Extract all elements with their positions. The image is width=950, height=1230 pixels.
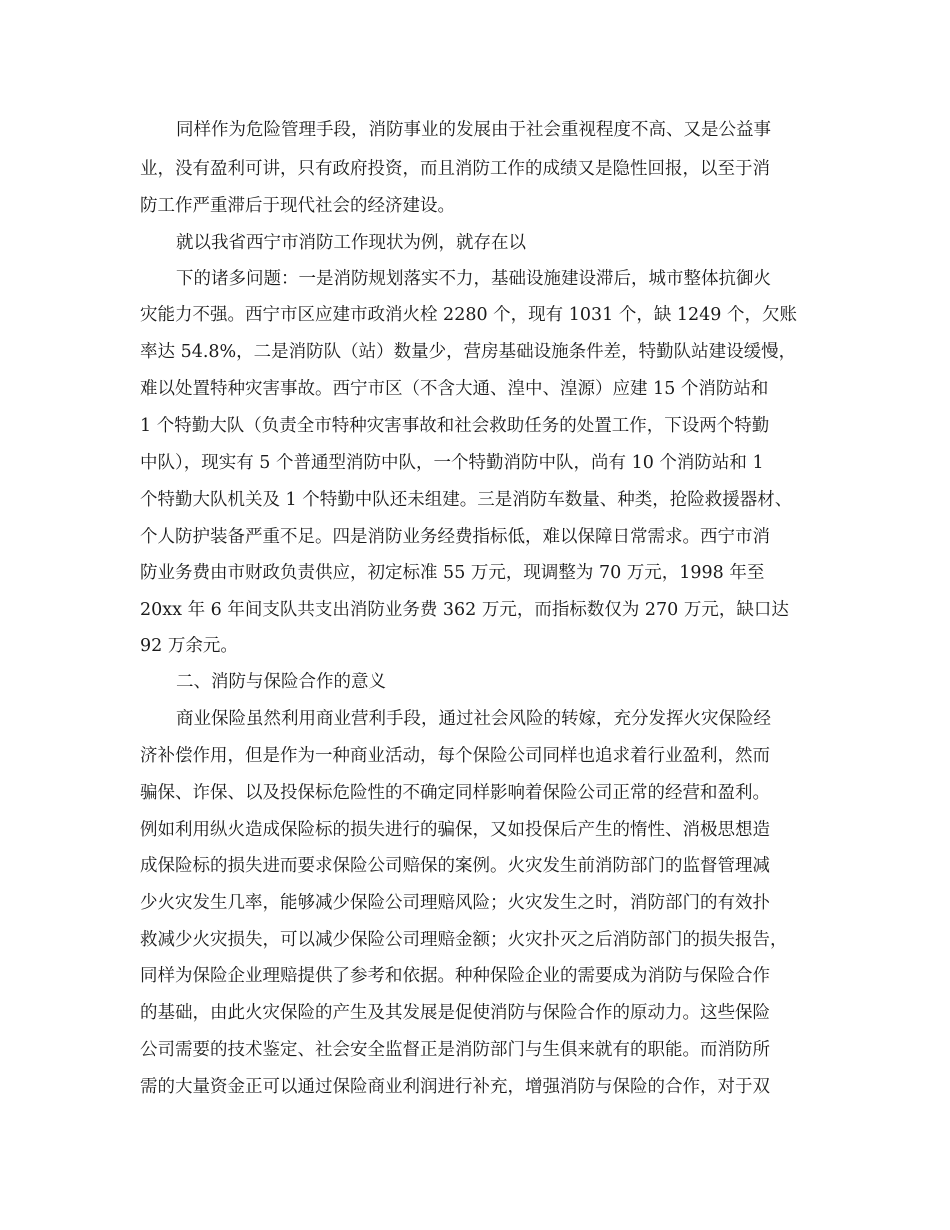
- text-line: 就以我省西宁市消防工作现状为例，就存在以: [176, 233, 526, 253]
- text-line: 个特勤大队机关及 1 个特勤中队还未组建。三是消防车数量、种类，抢险救援器材、: [140, 490, 793, 510]
- text-line: 公司需要的技术鉴定、社会安全监督正是消防部门与生俱来就有的职能。而消防所: [140, 1040, 770, 1060]
- text-line: 同样作为危险管理手段，消防事业的发展由于社会重视程度不高、又是公益事: [176, 120, 771, 140]
- text-line: 灾能力不强。西宁市区应建市政消火栓 2280 个，现有 1031 个，缺 1249 个，欠账: [140, 305, 797, 325]
- text-line: 例如利用纵火造成保险标的损失进行的骗保，又如投保后产生的惰性、消极思想造: [140, 820, 770, 840]
- text-line: 率达 54.8%，二是消防队（站）数量少，营房基础设施条件差，特勤队站建设缓慢，: [140, 342, 797, 362]
- text-line: 需的大量资金正可以通过保险商业利润进行补充，增强消防与保险的合作，对于双: [140, 1077, 770, 1097]
- text-line: 20xx 年 6 年间支队共支出消防业务费 362 万元，而指标数仅为 270 万元，缺口达: [140, 600, 789, 620]
- text-line: 中队），现实有 5 个普通型消防中队，一个特勤消防中队，尚有 10 个消防站和 1: [140, 453, 764, 473]
- text-line: 防业务费由市财政负责供应，初定标准 55 万元，现调整为 70 万元，1998 年至: [140, 563, 765, 583]
- text-line: 难以处置特种灾害事故。西宁市区（不含大通、湟中、湟源）应建 15 个消防站和: [140, 379, 769, 399]
- text-line: 92 万余元。: [140, 636, 238, 656]
- text-line: 1 个特勤大队（负责全市特种灾害事故和社会救助任务的处置工作，下设两个特勤: [140, 416, 770, 436]
- text-line: 的基础，由此火灾保险的产生及其发展是促使消防与保险合作的原动力。这些保险: [140, 1003, 770, 1023]
- text-line: 下的诸多问题：一是消防规划落实不力，基础设施建设滞后，城市整体抗御火: [176, 269, 771, 289]
- text-line: 个人防护装备严重不足。四是消防业务经费指标低，难以保障日常需求。西宁市消: [140, 527, 770, 547]
- text-line: 同样为保险企业理赔提供了参考和依据。种种保险企业的需要成为消防与保险合作: [140, 966, 770, 986]
- text-line: 骗保、诈保、以及投保标危险性的不确定同样影响着保险公司正常的经营和盈利。: [140, 783, 770, 803]
- text-line: 业，没有盈利可讲，只有政府投资，而且消防工作的成绩又是隐性回报，以至于消: [140, 159, 770, 179]
- text-line: 救减少火灾损失，可以减少保险公司理赔金额；火灾扑灭之后消防部门的损失报告，: [140, 930, 788, 950]
- text-line: 商业保险虽然利用商业营利手段，通过社会风险的转嫁，充分发挥火灾保险经: [176, 709, 771, 729]
- text-line: 济补偿作用，但是作为一种商业活动，每个保险公司同样也追求着行业盈利，然而: [140, 746, 770, 766]
- text-line: 成保险标的损失进而要求保险公司赔保的案例。火灾发生前消防部门的监督管理减: [140, 856, 770, 876]
- section-heading: 二、消防与保险合作的意义: [176, 672, 386, 692]
- text-line: 少火灾发生几率，能够减少保险公司理赔风险；火灾发生之时，消防部门的有效扑: [140, 893, 770, 913]
- text-line: 防工作严重滞后于现代社会的经济建设。: [140, 196, 455, 216]
